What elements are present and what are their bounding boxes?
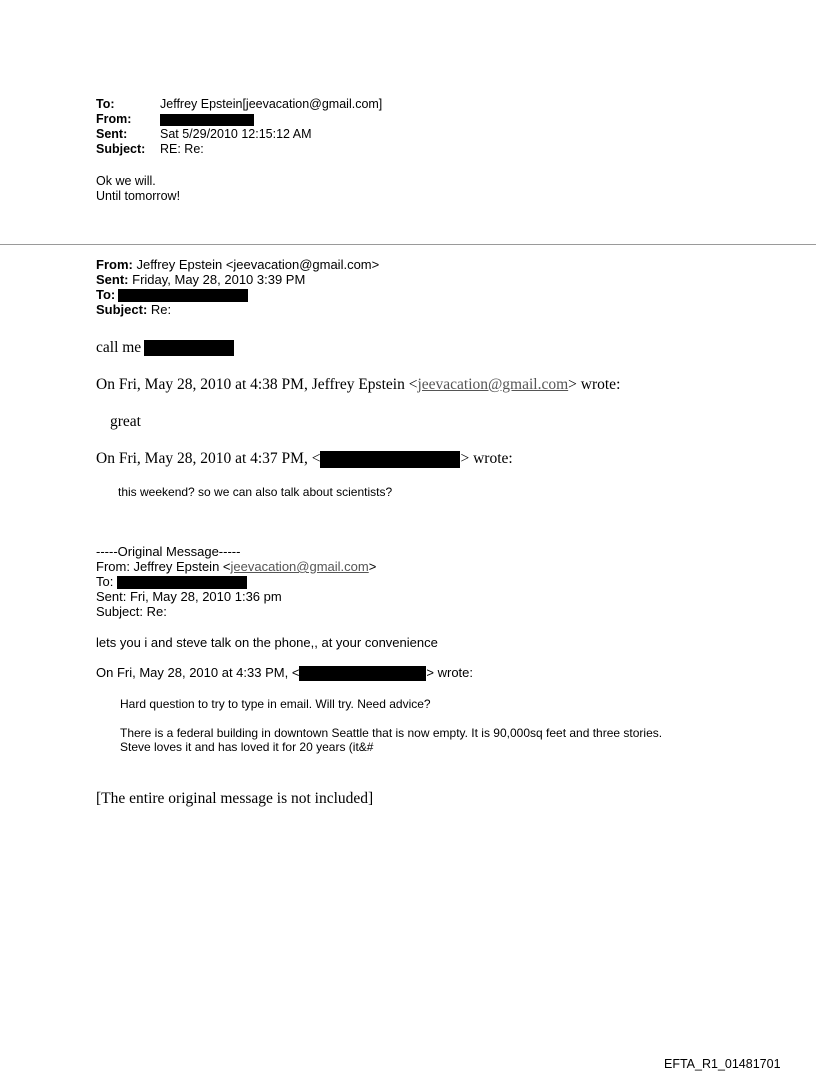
- redaction-block: [160, 114, 254, 126]
- call-me-line: [96, 339, 234, 357]
- section-divider: [0, 244, 816, 245]
- hard-question-line: Hard question to try to type in email. Will try. Need advice?: [120, 697, 431, 711]
- redaction-block: [118, 289, 248, 302]
- subject-value: Re:: [150, 302, 172, 318]
- to-label: To:: [96, 287, 116, 302]
- sent-label: Sent:: [96, 272, 129, 287]
- original-message-header: [96, 544, 376, 619]
- quote-prefix: On Fri, May 28, 2010 at 4:38 PM, Jeffrey Epstein <: [96, 376, 418, 393]
- email-link[interactable]: jeevacation@gmail.com: [417, 376, 569, 393]
- to-label: To:: [96, 97, 115, 111]
- redaction-block: [117, 576, 247, 589]
- fwd-to-row: [96, 287, 379, 302]
- from-label: From:: [96, 112, 132, 126]
- subject-label: Subject:: [96, 302, 148, 318]
- weekend-line: this weekend? so we can also talk about scientists?: [118, 485, 393, 499]
- federal-line-1: There is a federal building in downtown Seattle that is now empty. It is 90,000sq feet and three stories.: [120, 726, 663, 740]
- quote-prefix: On Fri, May 28, 2010 at 4:33 PM, <: [96, 665, 300, 680]
- sent-label: Sent:: [96, 127, 128, 141]
- quote-prefix: On Fri, May 28, 2010 at 4:37 PM, <: [96, 450, 321, 467]
- original-subject-row: Subject: Re:: [96, 604, 167, 620]
- top-subject-row: [96, 142, 382, 157]
- fwd-sent-row: [96, 272, 379, 287]
- sent-value: Friday, May 28, 2010 3:39 PM: [132, 272, 306, 287]
- fwd-subject-row: [96, 302, 379, 317]
- redaction-block: [299, 666, 426, 681]
- from-suffix: >: [368, 559, 377, 574]
- quote-attribution-2: [96, 450, 513, 468]
- from-label: From:: [96, 257, 133, 272]
- quote-attribution-3: [96, 665, 473, 681]
- phone-line: lets you i and steve talk on the phone,, at your convenience: [96, 635, 438, 650]
- quote-suffix: > wrote:: [426, 665, 474, 680]
- from-value: Jeffrey Epstein <jeevacation@gmail.com>: [136, 257, 380, 272]
- document-id: EFTA_R1_01481701: [664, 1057, 781, 1071]
- original-to-row: [96, 574, 376, 589]
- quote-suffix: > wrote:: [460, 450, 513, 467]
- from-prefix: From: Jeffrey Epstein <: [96, 559, 231, 574]
- quote-attribution-1: [96, 376, 620, 394]
- sent-value: Sat 5/29/2010 12:15:12 AM: [160, 127, 312, 141]
- great-line: great: [110, 413, 141, 430]
- body-line: Ok we will.: [96, 174, 156, 188]
- subject-value: RE: Re:: [160, 142, 204, 156]
- subject-label: Subject:: [96, 142, 146, 156]
- to-label: To:: [96, 574, 114, 589]
- original-sent-row: Sent: Fri, May 28, 2010 1:36 pm: [96, 589, 282, 605]
- redaction-block: [144, 340, 234, 356]
- top-from-row: [96, 112, 382, 127]
- top-email-header: [96, 97, 382, 157]
- quote-suffix: > wrote:: [568, 376, 621, 393]
- not-included-note: [The entire original message is not included]: [96, 790, 374, 807]
- federal-line-2: Steve loves it and has loved it for 20 years (it&#: [120, 740, 374, 754]
- body-line: Until tomorrow!: [96, 189, 181, 203]
- top-to-row: [96, 97, 382, 112]
- redaction-block: [320, 451, 460, 468]
- top-email-body: [96, 174, 180, 204]
- top-sent-row: [96, 127, 382, 142]
- call-me-text: call me: [96, 339, 142, 356]
- fwd-from-row: [96, 257, 379, 272]
- email-link[interactable]: jeevacation@gmail.com: [230, 559, 369, 574]
- to-value: Jeffrey Epstein[jeevacation@gmail.com]: [160, 97, 383, 111]
- federal-building-paragraph: [120, 726, 662, 754]
- fwd-email-header: [96, 257, 379, 317]
- original-divider: -----Original Message-----: [96, 544, 241, 559]
- original-from-row: [96, 559, 376, 574]
